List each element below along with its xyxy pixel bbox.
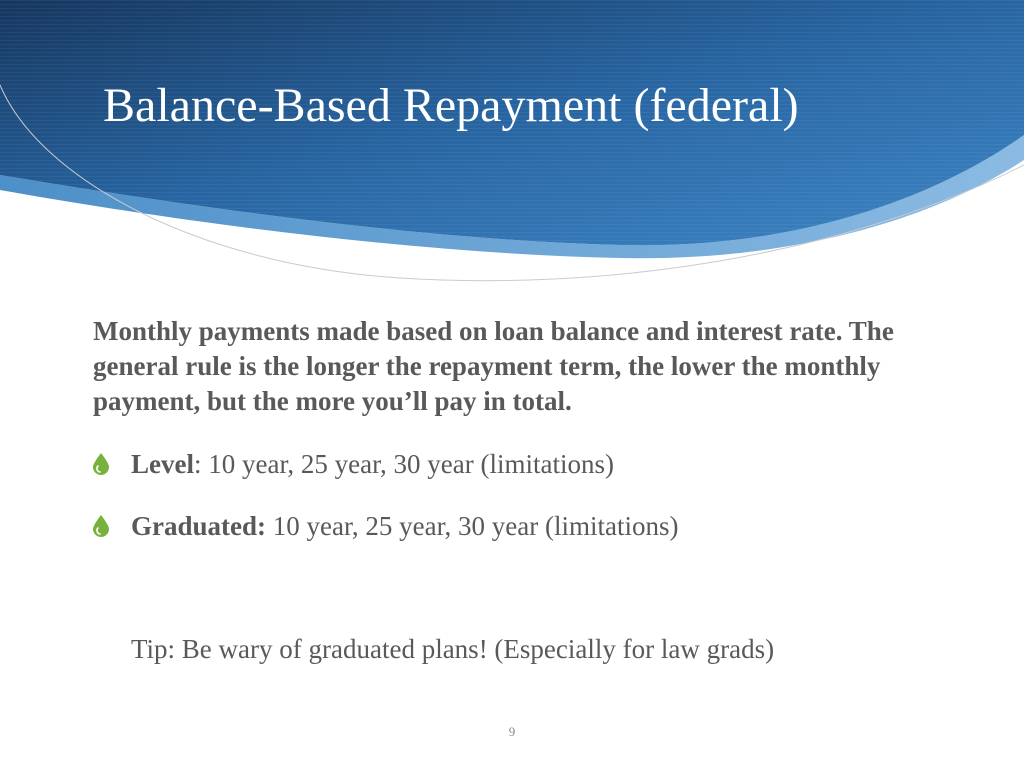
tip-text: Tip: Be wary of graduated plans! (Especially for law grads) (131, 634, 775, 664)
bullet-separator: : (193, 449, 202, 479)
intro-paragraph: Monthly payments made based on loan balance and interest rate. The general rule is the longer the repayment term, the lower the monthly payment, but the more you’ll pay in total. (93, 316, 894, 416)
page-number: 9 (508, 724, 516, 739)
water-drop-icon (93, 453, 109, 475)
bullet-term: Level (131, 449, 194, 479)
bullet-text: 10 year, 25 year, 30 year (limitations) (266, 511, 679, 541)
bullet-list (93, 444, 953, 568)
bullet-text: 10 year, 25 year, 30 year (limitations) (201, 449, 614, 479)
bullet-term: Graduated: (131, 511, 266, 541)
header-banner (0, 0, 1024, 290)
bullet-item-level (93, 444, 953, 484)
water-drop-icon (93, 515, 109, 537)
slide-title: Balance-Based Repayment (federal) (103, 79, 799, 132)
bullet-item-graduated (93, 506, 953, 546)
